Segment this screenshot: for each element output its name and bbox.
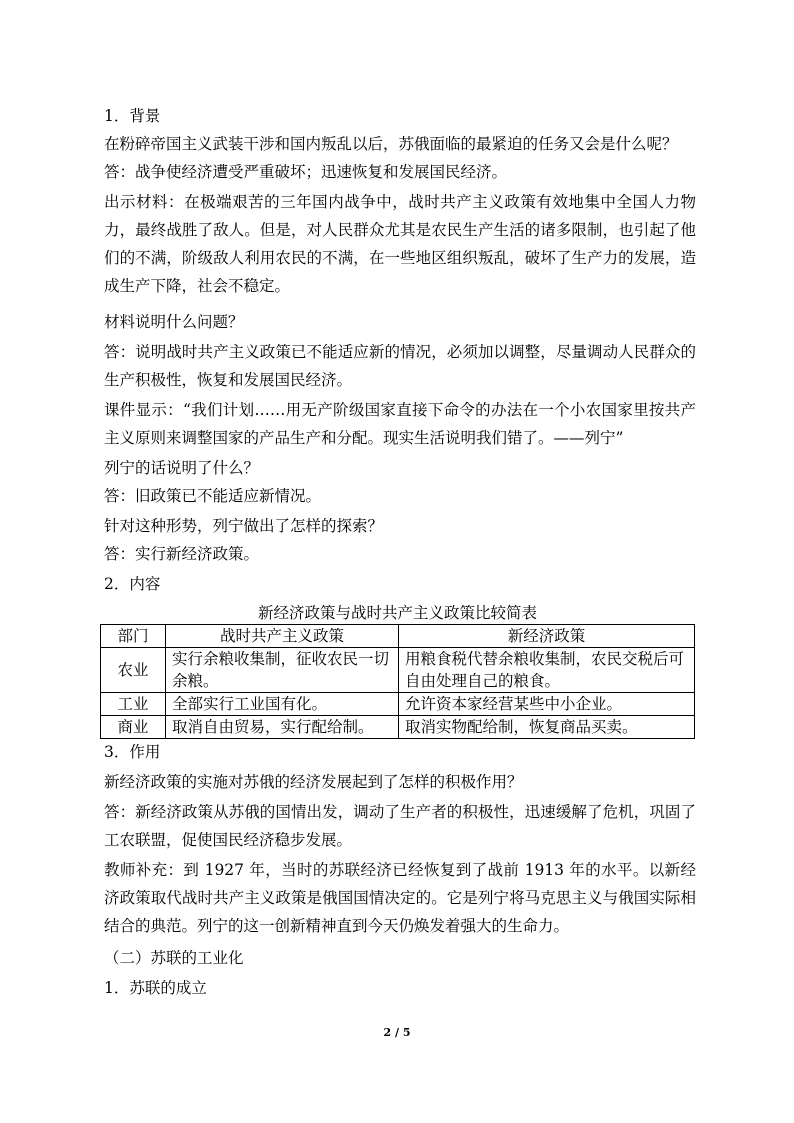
answer-2: 答：说明战时共产主义政策已不能适应新的情况，必须加以调整，尽量调动人民群众的生产积极性，恢复和发展国民经济。 bbox=[104, 343, 696, 389]
cell-nep: 取消实物配给制，恢复商品买卖。 bbox=[399, 716, 695, 739]
material-paragraph: 出示材料：在极端艰苦的三年国内战争中，战时共产主义政策有效地集中全国人力物力，最终战胜了敌人。但是，对人民群众尤其是农民生产生活的诸多限制，也引起了他们的不满，阶级敌人利用农民的不满，在一些地区组织叛乱，破坏了生产力的发展，造成生产下降，社会不稳定。 bbox=[104, 193, 696, 295]
page-number: 2 / 5 bbox=[383, 1026, 411, 1039]
cell-dept: 商业 bbox=[101, 716, 166, 739]
question-2: 材料说明什么问题？ bbox=[104, 313, 244, 331]
cell-war-communism: 全部实行工业国有化。 bbox=[166, 693, 399, 716]
question-5: 新经济政策的实施对苏俄的经济发展起到了怎样的积极作用？ bbox=[104, 773, 523, 791]
table-row bbox=[101, 648, 695, 693]
header-nep: 新经济政策 bbox=[399, 625, 695, 648]
section-industrialization: （二）苏联的工业化 bbox=[104, 949, 244, 967]
header-dept: 部门 bbox=[101, 625, 166, 648]
table-row bbox=[101, 693, 695, 716]
heading-effect: 3．作用 bbox=[104, 743, 161, 761]
answer-1: 答：战争使经济遭受严重破坏；迅速恢复和发展国民经济。 bbox=[104, 163, 508, 181]
answer-5: 答：新经济政策从苏俄的国情出发，调动了生产者的积极性，迅速缓解了危机，巩固了工农联盟，促使国民经济稳步发展。 bbox=[104, 803, 696, 849]
answer-4: 答：实行新经济政策。 bbox=[104, 545, 260, 563]
cell-nep: 用粮食税代替余粮收集制，农民交税后可自由处理自己的粮食。 bbox=[399, 648, 695, 693]
cell-dept: 工业 bbox=[101, 693, 166, 716]
table-caption: 新经济政策与战时共产主义政策比较简表 bbox=[257, 604, 537, 622]
table-header-row bbox=[101, 625, 695, 648]
heading-ussr-founding: 1．苏联的成立 bbox=[104, 979, 207, 997]
table-row bbox=[101, 716, 695, 739]
cell-war-communism: 实行余粮收集制，征收农民一切余粮。 bbox=[166, 648, 399, 693]
courseware-quote: 课件显示：“我们计划……用无产阶级国家直接下命令的办法在一个小农国家里按共产主义原则来调整国家的产品生产和分配。现实生活说明我们错了。——列宁” bbox=[104, 401, 696, 447]
question-3: 列宁的话说明了什么？ bbox=[104, 459, 260, 477]
cell-nep: 允许资本家经营某些中小企业。 bbox=[399, 693, 695, 716]
question-1: 在粉碎帝国主义武装干涉和国内叛乱以后，苏俄面临的最紧迫的任务又会是什么呢？ bbox=[104, 135, 678, 153]
policy-comparison-table bbox=[100, 624, 695, 739]
header-war-communism: 战时共产主义政策 bbox=[166, 625, 399, 648]
question-4: 针对这种形势，列宁做出了怎样的探索？ bbox=[104, 517, 384, 535]
cell-dept: 农业 bbox=[101, 648, 166, 693]
cell-war-communism: 取消自由贸易，实行配给制。 bbox=[166, 716, 399, 739]
heading-content: 2．内容 bbox=[104, 575, 161, 593]
teacher-supplement: 教师补充：到 1927 年，当时的苏联经济已经恢复到了战前 1913 年的水平。以新经济政策取代战时共产主义政策是俄国国情决定的。它是列宁将马克思主义与俄国实际相结合的典范。列宁的这一创新精神直到今天仍焕发着强大的生命力。 bbox=[104, 861, 696, 935]
heading-background: 1．背景 bbox=[104, 107, 161, 125]
answer-3: 答：旧政策已不能适应新情况。 bbox=[104, 487, 322, 505]
